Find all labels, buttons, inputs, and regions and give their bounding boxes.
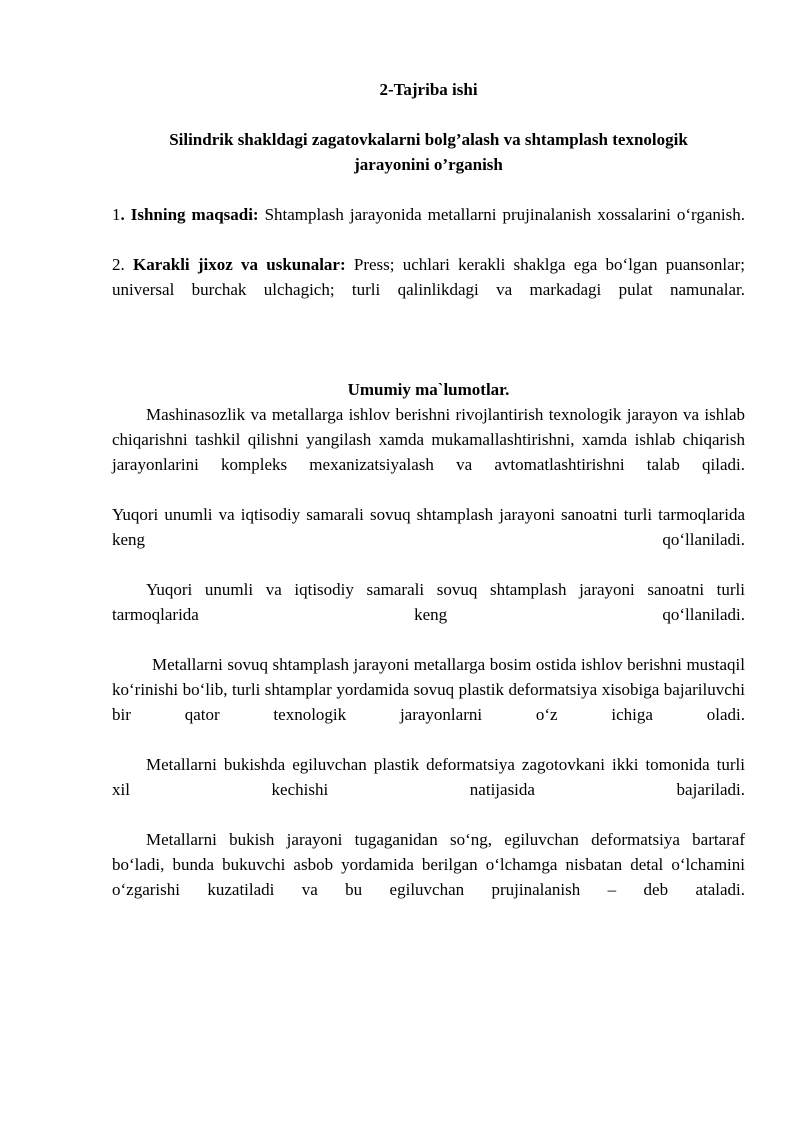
section-purpose-number-suffix: . xyxy=(120,205,131,224)
section-equipment-body: Press; uchlari kerakli shaklga ega boʻlgan puansonlar; universal burchak ulchagich; turli qalinlikdagi va markadagi pulat namunalar. xyxy=(112,255,746,299)
section-equipment-number: 2 xyxy=(112,255,121,274)
general-paragraph-3: Yuqori unumli va iqtisodiy samarali sovuq shtamplash jarayoni sanoatni turli tarmoqlarida keng qoʻllaniladi. xyxy=(112,580,745,624)
general-paragraph-5: Metallarni bukishda egiluvchan plastik deformatsiya zagotovkani ikki tomonida turli xil kechishi natijasida bajariladi. xyxy=(112,755,745,799)
document-subtitle xyxy=(112,127,745,177)
general-paragraph-1: Mashinasozlik va metallarga ishlov berishni rivojlantirish texnologik jarayon va ishlab chiqarishni tashkil qilishni yangilash xamda mukamallashtirishni, xamda ishlab chiqarish jarayonlarini kompleks mexanizatsiyalash va avtomatlashtirishni talab qiladi. xyxy=(112,405,745,474)
general-paragraph-6: Metallarni bukish jarayoni tugaganidan soʻng, egiluvchan deformatsiya bartaraf boʻladi, bunda bukuvchi asbob yordamida berilgan oʻlchamga nisbatan detal oʻlchamini oʻzgarishi kuzatiladi va bu egiluvchan prujinalanish – deb ataladi. xyxy=(112,830,745,899)
section-purpose-body: Shtamplash jarayonida metallarni prujinalanish xossalarini oʻrganish. xyxy=(258,205,746,224)
general-paragraph-2: Yuqori unumli va iqtisodiy samarali sovuq shtamplash jarayoni sanoatni turli tarmoqlarida keng qoʻllaniladi. xyxy=(112,505,745,549)
section-purpose-label: Ishning maqsadi: xyxy=(130,205,259,224)
subtitle-gap-spacer xyxy=(112,177,745,202)
section-purpose-number: 1 xyxy=(112,205,121,224)
section-equipment-label: Karakli jixoz va uskunalar: xyxy=(132,255,346,274)
section-purpose xyxy=(112,202,745,252)
document-content xyxy=(112,0,745,927)
subtitle-line-1: Silindrik shakldagi zagatovkalarni bolg’alash va shtamplash texnologik xyxy=(169,130,688,149)
subtitle-line-2: jarayonini o’rganish xyxy=(354,155,503,174)
pre-general-spacer xyxy=(112,327,745,377)
title-gap-spacer xyxy=(112,102,745,127)
section-equipment xyxy=(112,252,745,327)
general-information-heading: Umumiy ma`lumotlar. xyxy=(347,380,510,399)
section-equipment-number-suffix: . xyxy=(120,255,133,274)
general-paragraph-4: Metallarni sovuq shtamplash jarayoni metallarga bosim ostida ishlov berishni mustaqil koʻrinishi boʻlib, turli shtamplar yordamida sovuq plastik deformatsiya xisobiga bajariluvchi bir qator texnologik jarayonlarni oʻz ichiga oladi. xyxy=(112,655,745,724)
top-margin-spacer xyxy=(112,0,745,77)
document-title: 2-Tajriba ishi xyxy=(379,80,478,99)
